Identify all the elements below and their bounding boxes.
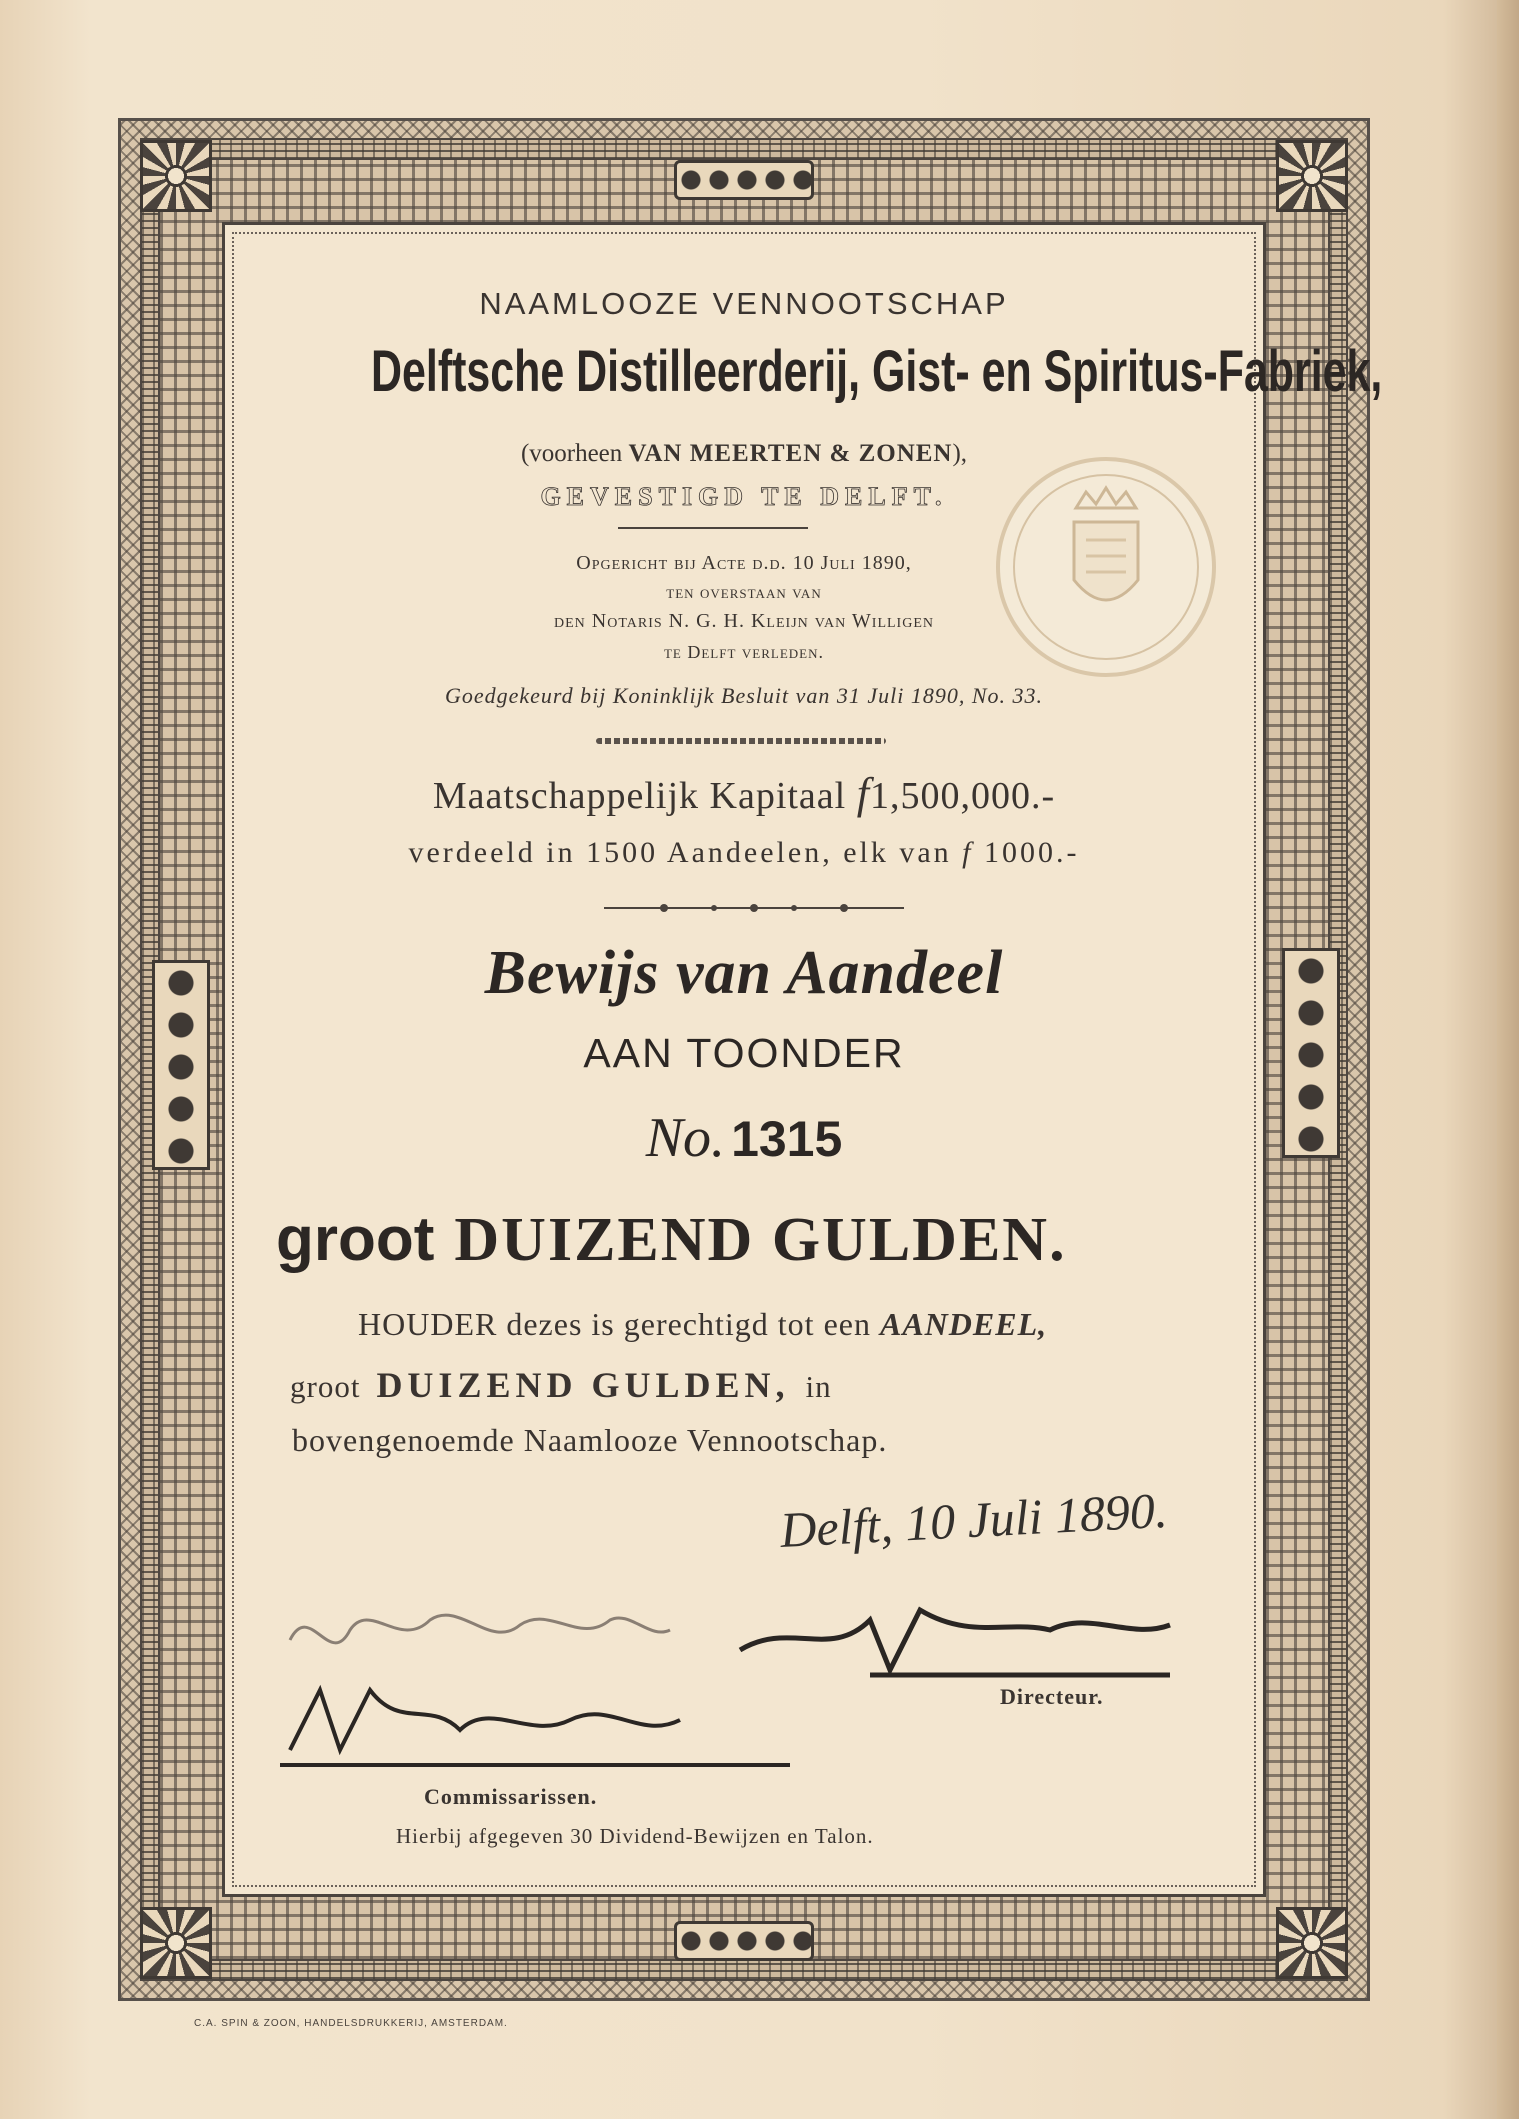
frame-side-panel-right [1282, 948, 1340, 1158]
founding-line-3: den Notaris N. G. H. Kleijn van Willigen [554, 610, 934, 632]
holder-text-1b: AANDEEL, [879, 1306, 1048, 1342]
corner-rosette-bottom-right [1276, 1907, 1348, 1979]
corner-rosette-top-left [140, 140, 212, 212]
royal-approval-line: Goedgekeurd bij Koninklijk Besluit van 31 Juli 1890, No. 33. [444, 683, 1044, 708]
certificate-subtitle: AAN TOONDER [583, 1030, 905, 1076]
denomination-line [276, 1204, 1226, 1276]
frame-side-panel-left [152, 960, 210, 1170]
holder-line-2 [290, 1364, 1210, 1406]
signature-commissioner-2 [280, 1690, 790, 1765]
holder-line-1 [358, 1306, 1258, 1343]
former-name: VAN MEERTEN & ZONEN [628, 440, 953, 467]
divider-short [618, 527, 808, 529]
division-text: verdeeld in 1500 Aandeelen, elk van [408, 836, 952, 869]
holder-line-3: bovengenoemde Naamlooze Vennootschap. [292, 1422, 888, 1458]
coupons-note: Hierbij afgegeven 30 Dividend-Bewijzen en Talon. [396, 1824, 874, 1848]
divider-wavy [596, 738, 886, 744]
capital-amount: 1,500,000.- [869, 775, 1056, 817]
ornamental-divider [604, 903, 904, 913]
holder-text-2a: groot [290, 1369, 361, 1404]
division-amount: 1000.- [984, 836, 1080, 869]
capital-line [240, 768, 1248, 819]
certificate-number: 1315 [731, 1111, 843, 1167]
capital-label: Maatschappelijk Kapitaal [432, 775, 847, 817]
founding-line-4: te Delft verleden. [663, 642, 825, 662]
former-name-line [240, 440, 1248, 468]
signature-director [740, 1610, 1170, 1675]
printer-imprint: C.A. SPIN & ZOON, HANDELSDRUKKERIJ, AMSTERDAM. [194, 2018, 508, 2029]
corner-rosette-bottom-left [140, 1907, 212, 1979]
company-type-heading: NAAMLOOZE VENNOOTSCHAP [479, 286, 1009, 321]
holder-text-2c: in [805, 1369, 832, 1404]
commissioners-label: Commissarissen. [424, 1784, 598, 1809]
former-name-open: (voorheen [520, 440, 623, 467]
paper-edge [1497, 0, 1519, 2119]
guilder-symbol: f [856, 769, 870, 818]
number-prefix: No. [645, 1107, 726, 1169]
denomination-value: DUIZEND GULDEN. [454, 1206, 1067, 1274]
denomination-groot: groot [276, 1205, 435, 1274]
certificate-number-line [240, 1106, 1248, 1170]
place-and-date: Delft, 10 Juli 1890. [778, 1481, 1169, 1558]
signatures [270, 1580, 1230, 1780]
director-label: Directeur. [1000, 1684, 1104, 1709]
certificate-title: Bewijs van Aandeel [484, 939, 1004, 1007]
corner-rosette-top-right [1276, 140, 1348, 212]
company-seat: GEVESTIGD TE DELFT. [540, 482, 948, 511]
frame-medallion-top [674, 160, 814, 200]
founding-line-2: ten overstaan van [666, 582, 822, 602]
signature-commissioner-1 [290, 1615, 670, 1643]
holder-text-2b: DUIZEND GULDEN, [376, 1365, 790, 1405]
founding-line-1: Opgericht bij Acte d.d. 10 Juli 1890, [576, 552, 912, 574]
frame-medallion-bottom [674, 1921, 814, 1961]
former-name-close: ), [952, 440, 968, 467]
company-name: Delftsche Distilleerderij, Gist- en Spiritus-Fabriek, [371, 339, 1383, 404]
guilder-symbol: f [962, 836, 974, 869]
division-line [240, 836, 1248, 870]
holder-text-1a: HOUDER dezes is gerechtigd tot een [358, 1306, 871, 1342]
